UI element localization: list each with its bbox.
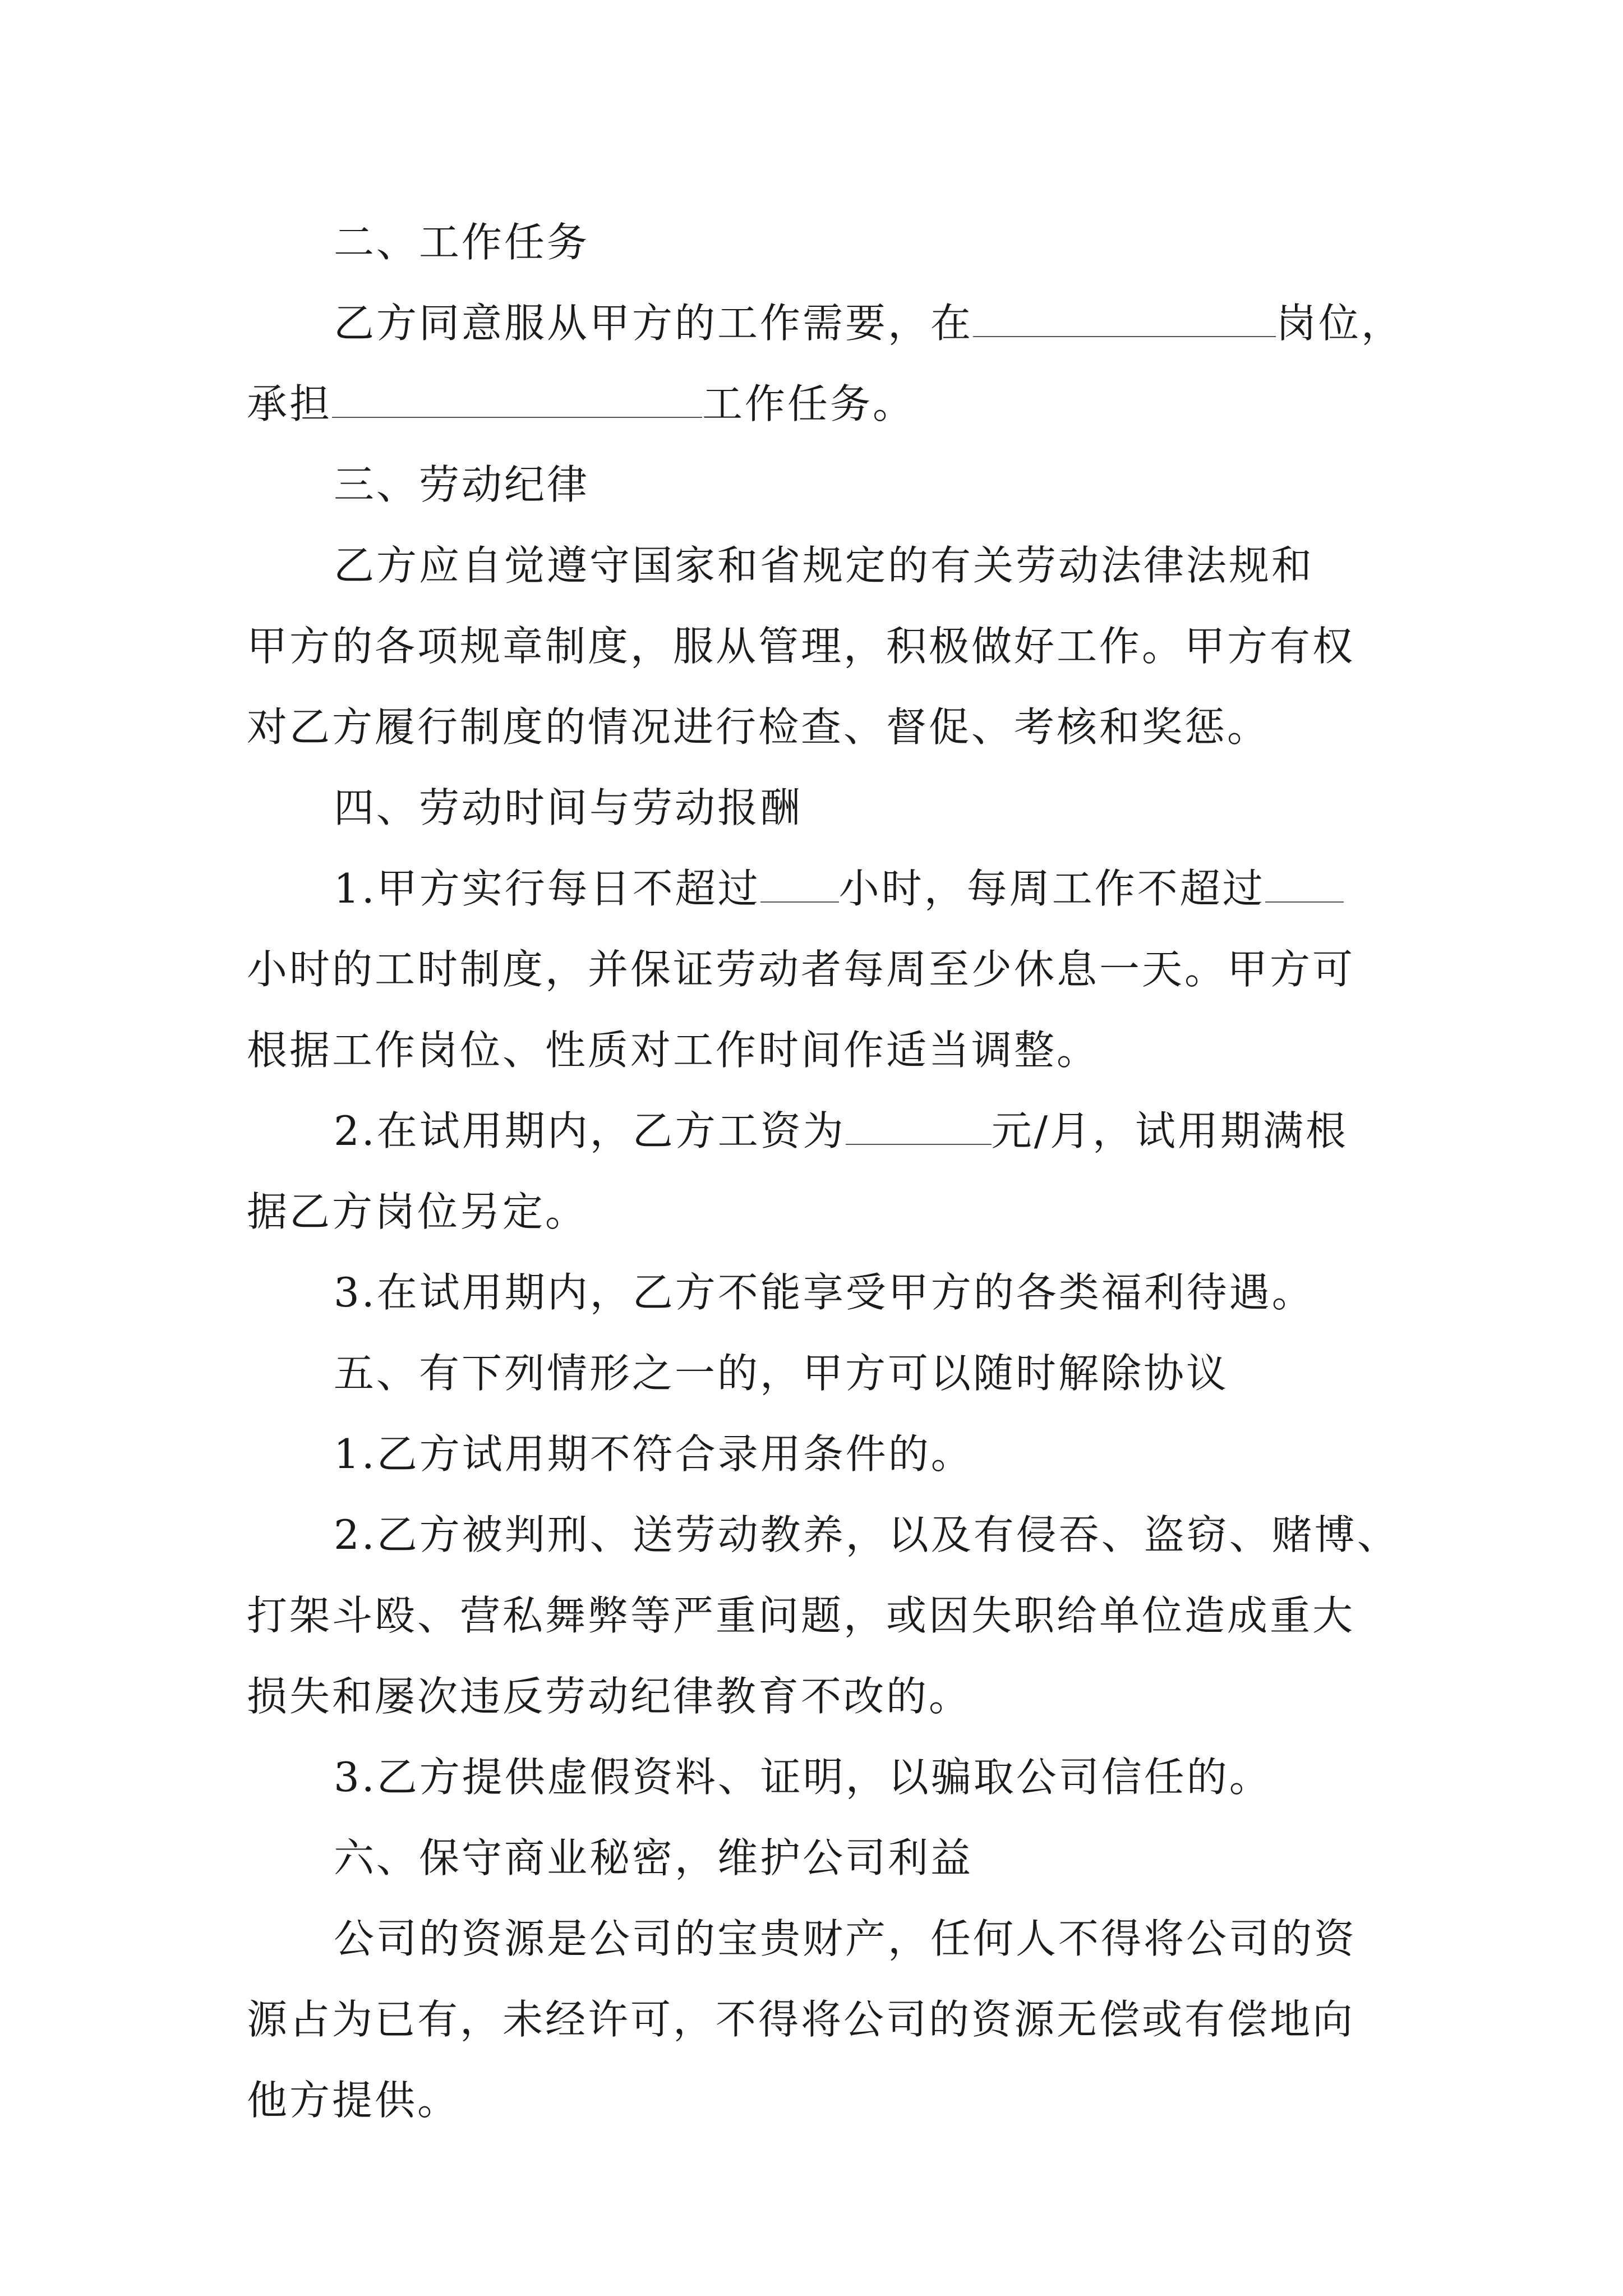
- section-5-item-3-line: [247, 1737, 1380, 1818]
- section-4-item-2-line: [247, 1171, 1380, 1252]
- heading-text: 五、有下列情形之一的，甲方可以随时解除协议: [334, 1350, 1229, 1397]
- section-4-item-3-line: [247, 1252, 1380, 1333]
- heading-text: 二、工作任务: [334, 219, 590, 266]
- salary-blank: [846, 1110, 992, 1145]
- task-blank: [332, 383, 702, 418]
- paragraph-text: 2.在试用期内，乙方工资为: [334, 1107, 846, 1154]
- section-5-item-2-line: [247, 1494, 1400, 1575]
- paragraph-text: 对乙方履行制度的情况进行检查、督促、考核和奖惩。: [247, 703, 1270, 751]
- paragraph-text: 1.甲方实行每日不超过: [334, 865, 760, 912]
- paragraph-text: 乙方同意服从甲方的工作需要，在: [334, 300, 974, 347]
- section-3-paragraph-line: [247, 687, 1380, 767]
- section-3-heading: [247, 444, 1380, 525]
- section-4-item-1-line: [247, 1010, 1380, 1091]
- paragraph-text: 据乙方岗位另定。: [247, 1188, 588, 1235]
- section-5-heading: [247, 1333, 1380, 1414]
- paragraph-text: 工作任务。: [702, 380, 916, 427]
- paragraph-text: 1.乙方试用期不符合录用条件的。: [334, 1430, 974, 1478]
- paragraph-text: 承担: [247, 380, 333, 427]
- heading-text: 三、劳动纪律: [334, 461, 590, 508]
- section-3-paragraph-line: [247, 606, 1380, 687]
- section-4-item-1-line: [247, 848, 1380, 929]
- heading-text: 四、劳动时间与劳动报酬: [334, 784, 803, 831]
- section-6-heading: [247, 1818, 1380, 1898]
- section-2-heading: [247, 202, 1380, 283]
- section-5-item-2-line: [247, 1575, 1380, 1656]
- section-2-paragraph-line: [247, 283, 1404, 364]
- document-page: [247, 202, 1404, 2141]
- section-6-paragraph-line: [247, 1979, 1380, 2060]
- heading-text: 六、保守商业秘密，维护公司利益: [334, 1834, 974, 1881]
- weekly-hours-blank: [1265, 868, 1344, 903]
- daily-hours-blank: [760, 868, 839, 903]
- section-5-item-2-line: [247, 1656, 1380, 1737]
- paragraph-text: 根据工作岗位、性质对工作时间作适当调整。: [247, 1027, 1100, 1074]
- paragraph-text: 岗位，: [1276, 300, 1404, 347]
- paragraph-text: 甲方的各项规章制度，服从管理，积极做好工作。甲方有权: [247, 623, 1355, 670]
- paragraph-text: 源占为已有，未经许可，不得将公司的资源无偿或有偿地向: [247, 1996, 1355, 2043]
- paragraph-text: 小时，每周工作不超过: [838, 865, 1265, 912]
- paragraph-text: 打架斗殴、营私舞弊等严重问题，或因失职给单位造成重大: [247, 1592, 1355, 1639]
- paragraph-text: 损失和屡次违反劳动纪律教育不改的。: [247, 1673, 972, 1720]
- section-4-item-1-line: [247, 929, 1380, 1010]
- section-4-item-2-line: [247, 1091, 1380, 1171]
- paragraph-text: 3.在试用期内，乙方不能享受甲方的各类福利待遇。: [334, 1269, 1315, 1316]
- section-3-paragraph-line: [247, 525, 1380, 606]
- section-6-paragraph-line: [247, 1898, 1380, 1979]
- section-5-item-1-line: [247, 1414, 1380, 1494]
- position-blank: [973, 302, 1276, 337]
- paragraph-text: 2.乙方被判刑、送劳动教养，以及有侵吞、盗窃、赌博、: [334, 1511, 1400, 1558]
- section-4-heading: [247, 767, 1380, 848]
- paragraph-text: 小时的工时制度，并保证劳动者每周至少休息一天。甲方可: [247, 946, 1355, 993]
- paragraph-text: 乙方应自觉遵守国家和省规定的有关劳动法律法规和: [334, 542, 1315, 589]
- paragraph-text: 元/月，试用期满根: [991, 1107, 1348, 1154]
- section-2-paragraph-line: [247, 364, 1380, 444]
- paragraph-text: 公司的资源是公司的宝贵财产，任何人不得将公司的资: [334, 1915, 1357, 1962]
- section-6-paragraph-line: [247, 2060, 1380, 2141]
- paragraph-text: 他方提供。: [247, 2077, 460, 2124]
- paragraph-text: 3.乙方提供虚假资料、证明，以骗取公司信任的。: [334, 1754, 1272, 1801]
